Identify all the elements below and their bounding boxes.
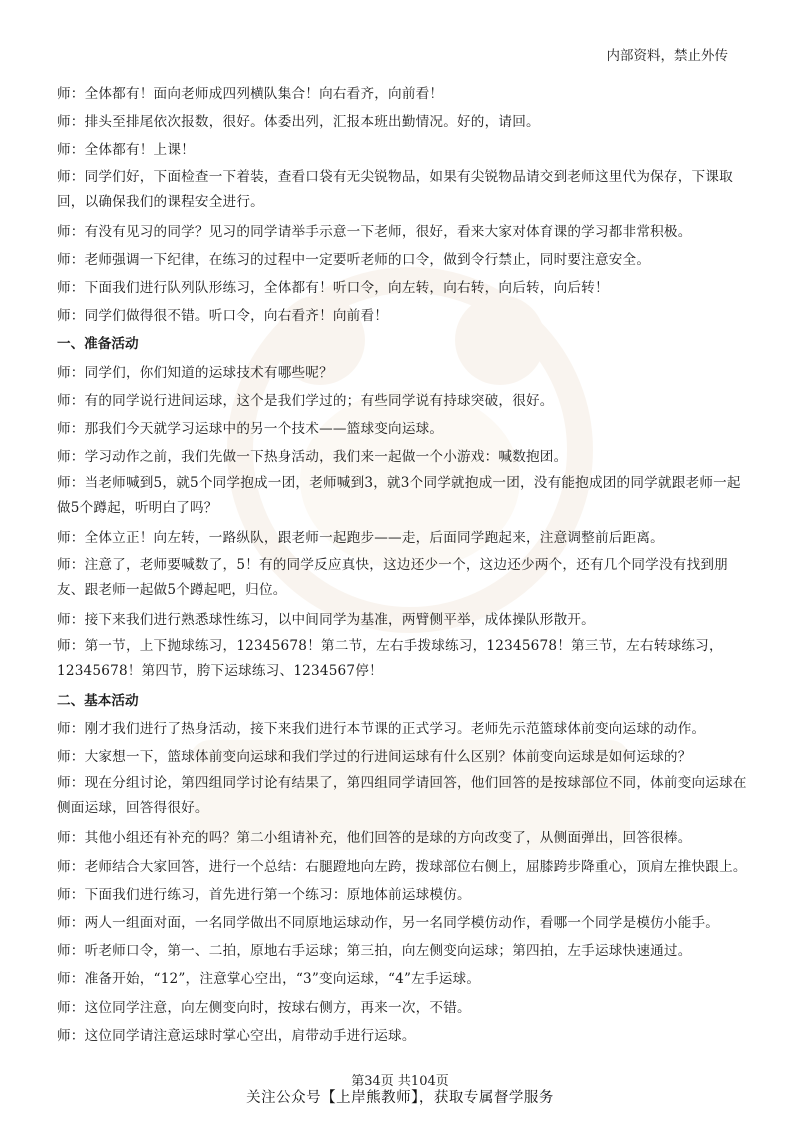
dialogue-line: 师：听老师口令，第一、二拍，原地右手运球；第三拍，向左侧变向运球；第四拍，左手运球快速通过。: [57, 943, 692, 960]
dialogue-line: 师：下面我们进行队列队形练习，全体都有！听口令，向左转，向右转，向后转，向后转！: [57, 280, 609, 297]
confidential-note: 内部资料，禁止外传: [606, 48, 728, 64]
dialogue-line: 师：有没有见习的同学？见习的同学请举手示意一下老师，很好，看来大家对体育课的学习都非常积极。: [57, 223, 692, 240]
dialogue-line: 师：老师强调一下纪律，在练习的过程中一定要听老师的口令，做到令行禁止，同时要注意安全。: [57, 251, 651, 268]
section-heading: 一、准备活动: [57, 336, 139, 353]
dialogue-line: 师：接下来我们进行熟悉球性练习，以中间同学为基准，两臂侧平举，成体操队形散开。: [57, 611, 595, 628]
dialogue-line: 师：准备开始，“12”，注意掌心空出，“3”变向运球，“4”左手运球。: [57, 971, 481, 988]
dialogue-line: 师：全体都有！面向老师成四列横队集合！向右看齐，向前看！: [57, 86, 444, 102]
dialogue-line: 师：全体都有！上课！: [57, 142, 195, 159]
dialogue-line: 师：那我们今天就学习运球中的另一个技术——篮球变向运球。: [57, 421, 444, 438]
dialogue-line: 师：大家想一下，篮球体前变向运球和我们学过的行进间运球有什么区别？体前变向运球是如何运球的？: [57, 749, 692, 766]
dialogue-line: 师：全体立正！向左转，一路纵队，跟老师一起跑步——走，后面同学跑起来，注意调整前后距离。: [57, 530, 664, 547]
dialogue-line: 师：排头至排尾依次报数，很好。体委出列，汇报本班出勤情况。好的，请回。: [57, 114, 540, 131]
document-body: [57, 80, 747, 1050]
dialogue-line: 师：有的同学说行进间运球，这个是我们学过的；有些同学说有持球突破，很好。: [57, 392, 554, 409]
dialogue-line: 师：注意了，老师要喊数了，5！有的同学反应真快，这边还少一个，这边还少两个，还有几个同学没有找到朋友、跟老师一起做5个蹲起吧，归位。: [57, 556, 728, 598]
dialogue-line: 师：第一节，上下抛球练习，12345678！第二节，左右手拨球练习，12345678！第三节，左右转球练习，12345678！第四节，胯下运球练习、1234567停！: [57, 637, 723, 679]
dialogue-line: 师：当老师喊到5，就5个同学抱成一团，老师喊到3，就3个同学就抱成一团，没有能抱成团的同学就跟老师一起做5个蹲起，听明白了吗？: [57, 475, 741, 517]
promo-text: 关注公众号【上岸熊教师】，获取专属督学服务: [246, 1090, 554, 1106]
dialogue-line: 师：同学们做得很不错。听口令，向右看齐！向前看！: [57, 308, 389, 325]
page-number: 第34页 共104页: [351, 1074, 449, 1089]
dialogue-line: 师：其他小组还有补充的吗？第二小组请补充，他们回答的是球的方向改变了，从侧面弹出，回答很棒。: [57, 830, 692, 847]
dialogue-line: 师：同学们，你们知道的运球技术有哪些呢？: [57, 364, 333, 381]
dialogue-line: 师：老师结合大家回答，进行一个总结：右腿蹬地向左跨，拨球部位右侧上，屈膝跨步降重心，顶肩左推快跟上。: [57, 858, 747, 875]
dialogue-line: 师：刚才我们进行了热身活动，接下来我们进行本节课的正式学习。老师先示范篮球体前变向运球的动作。: [57, 721, 706, 738]
dialogue-line: 师：这位同学请注意运球时掌心空出，肩带动手进行运球。: [57, 1027, 416, 1044]
section-heading: 二、基本活动: [57, 692, 139, 709]
dialogue-line: 师：同学们好，下面检查一下着装，查看口袋有无尖锐物品，如果有尖锐物品请交到老师这里代为保存，下课取回，以确保我们的课程安全进行。: [57, 168, 733, 210]
dialogue-line: 师：这位同学注意，向左侧变向时，按球右侧方，再来一次，不错。: [57, 999, 471, 1016]
dialogue-line: 师：两人一组面对面，一名同学做出不同原地运球动作，另一名同学模仿动作，看哪一个同学是模仿小能手。: [57, 915, 720, 932]
dialogue-line: 师：现在分组讨论，第四组同学讨论有结果了，第四组同学请回答，他们回答的是按球部位不同，体前变向运球在侧面运球，回答得很好。: [57, 775, 747, 817]
dialogue-line: 师：学习动作之前，我们先做一下热身活动，我们来一起做一个小游戏：喊数抱团。: [57, 449, 568, 466]
dialogue-line: 师：下面我们进行练习，首先进行第一个练习：原地体前运球模仿。: [57, 886, 471, 903]
